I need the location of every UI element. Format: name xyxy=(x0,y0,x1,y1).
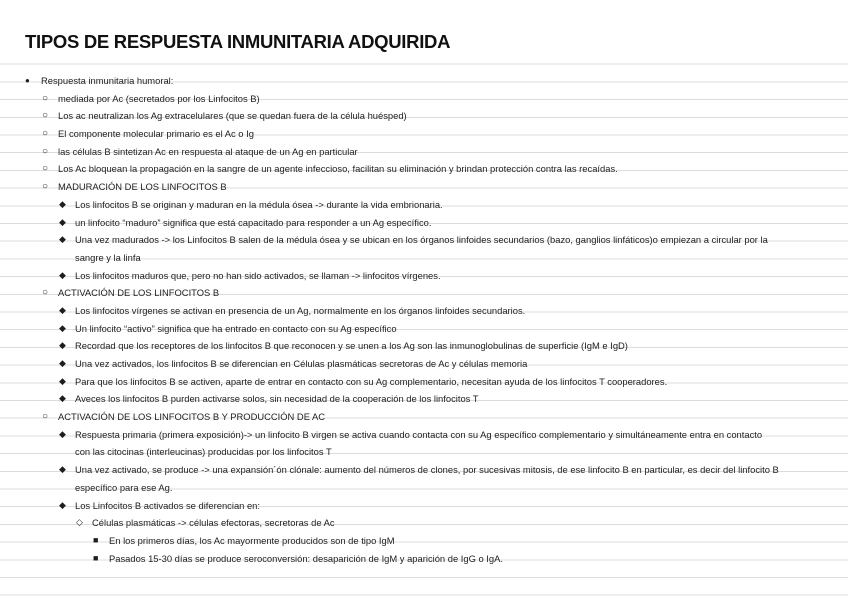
list-item xyxy=(0,497,848,515)
circle-bullet-icon: ○ xyxy=(42,92,49,104)
list-item xyxy=(0,355,848,373)
diamond-bullet-icon: ◆ xyxy=(59,234,66,245)
diamond-bullet-icon: ◆ xyxy=(59,340,66,351)
list-item xyxy=(0,107,848,125)
list-item-continuation xyxy=(0,443,848,461)
circle-bullet-icon: ○ xyxy=(42,110,49,122)
diamond-bullet-icon: ◆ xyxy=(59,269,66,280)
item-text: Para que los linfocitos B se activen, aparte de entrar en contacto con su Ag complementario, necesitan ayuda de los linfocitos T cooperadores. xyxy=(75,375,668,387)
item-text: Los linfocitos maduros que, pero no han sido activados, se llaman -> linfocitos vírgenes. xyxy=(75,269,441,281)
section-heading xyxy=(0,178,848,196)
list-item xyxy=(0,125,848,143)
item-text: Aveces los linfocitos B purden activarse solos, sin necesidad de la cooperación de los linfocitos T xyxy=(75,393,479,405)
circle-bullet-icon: ○ xyxy=(42,287,49,299)
item-text: MADURACIÓN DE LOS LINFOCITOS B xyxy=(58,181,227,193)
diamond-bullet-icon: ◆ xyxy=(59,358,66,368)
item-text: Respuesta inmunitaria humoral: xyxy=(41,75,174,86)
circle-bullet-icon: ○ xyxy=(42,181,49,193)
diamond-bullet-icon: ◆ xyxy=(59,393,66,404)
list-item xyxy=(0,302,848,320)
item-text: En los primeros días, los Ac mayormente producidos son de tipo IgM xyxy=(109,534,395,546)
list-item xyxy=(0,196,848,214)
item-text: Recordad que los receptores de los linfocitos B que reconocen y se unen a los Ag son las inmunoglobulinas de superficie (IgM e IgD) xyxy=(75,340,628,352)
item-text: ACTIVACIÓN DE LOS LINFOCITOS B Y PRODUCCIÓN DE AC xyxy=(58,411,326,423)
item-text: las células B sintetizan Ac en respuesta al ataque de un Ag en particular xyxy=(58,145,358,157)
disc-bullet-icon: ● xyxy=(25,76,30,85)
list-item xyxy=(0,514,848,532)
item-text: sangre y la linfa xyxy=(75,251,141,263)
item-text: Los linfocitos B se originan y maduran en la médula ósea -> durante la vida embrionaria. xyxy=(75,198,443,210)
page-title: TIPOS DE RESPUESTA INMUNITARIA ADQUIRIDA xyxy=(25,31,451,52)
list-item xyxy=(0,373,848,391)
item-text: con las citocinas (interleucinas) producidas por los linfocitos T xyxy=(75,446,332,458)
diamond-bullet-icon: ◆ xyxy=(59,216,66,227)
item-text: Un linfocito “activo” significa que ha entrado en contacto con su Ag específico xyxy=(75,322,397,334)
square-bullet-icon: ■ xyxy=(93,552,99,563)
item-text: Los Ac bloquean la propagación en la sangre de un agente infeccioso, facilitan su eliminación y brindan protección contra las recaídas. xyxy=(58,163,618,175)
list-item xyxy=(0,143,848,161)
diamond-bullet-icon: ◆ xyxy=(59,464,66,475)
list-item xyxy=(0,214,848,232)
list-item xyxy=(0,461,848,479)
list-item xyxy=(0,267,848,285)
item-text: Los Linfocitos B activados se diferencian en: xyxy=(75,499,261,511)
item-text: Una vez activado, se produce -> una expansión´ón clónale: aumento del números de clones, por sucesivas mitosis, de ese linfocito B en particular, es decir del linfocito B xyxy=(75,464,779,476)
diamond-bullet-icon: ◆ xyxy=(59,428,66,439)
item-text: El componente molecular primario es el Ac o Ig xyxy=(58,128,254,140)
list-item xyxy=(0,426,848,444)
section-heading xyxy=(0,284,848,302)
list-item xyxy=(0,390,848,408)
circle-bullet-icon: ○ xyxy=(42,145,49,157)
item-text: Células plasmáticas -> células efectoras, secretoras de Ac xyxy=(92,517,335,529)
diamond-bullet-icon: ◆ xyxy=(59,375,66,386)
list-item xyxy=(0,160,848,178)
diamond-bullet-icon: ◆ xyxy=(59,499,66,510)
item-text: Una vez activados, los linfocitos B se diferencian en Células plasmáticas secretoras de Ac y células memoria xyxy=(75,358,528,369)
square-bullet-icon: ■ xyxy=(93,534,99,545)
item-text: un linfocito “maduro” significa que está capacitado para responder a un Ag específico. xyxy=(75,216,432,228)
list-item xyxy=(0,550,848,568)
item-text: Los linfocitos vírgenes se activan en presencia de un Ag, normalmente en los órganos linfoides secundarios. xyxy=(75,304,526,316)
diamond-outline-bullet-icon: ◇ xyxy=(76,517,83,528)
circle-bullet-icon: ○ xyxy=(42,128,49,140)
list-item xyxy=(0,320,848,338)
section-heading xyxy=(0,408,848,426)
list-item-continuation xyxy=(0,479,848,497)
item-text: específico para ese Ag. xyxy=(75,481,173,493)
item-text: Pasados 15-30 días se produce seroconversión: desaparición de IgM y aparición de IgG o IgA. xyxy=(109,552,503,564)
list-item xyxy=(0,532,848,550)
notes-body xyxy=(0,72,848,567)
circle-bullet-icon: ○ xyxy=(42,411,49,423)
item-text: Una vez madurados -> los Linfocitos B salen de la médula ósea y se ubican en los órganos linfoides secundarios (bazo, ganglios linfáticos)o empiezan a circular por la xyxy=(75,234,768,246)
item-text: Los ac neutralizan los Ag extracelulares (que se quedan fuera de la célula huésped) xyxy=(58,110,407,122)
diamond-bullet-icon: ◆ xyxy=(59,322,66,333)
diamond-bullet-icon: ◆ xyxy=(59,304,66,315)
circle-bullet-icon: ○ xyxy=(42,163,49,175)
list-item-continuation xyxy=(0,249,848,267)
item-text: Respuesta primaria (primera exposición)-> un linfocito B virgen se activa cuando contacta con su Ag específico complementario y simultáneamente entra en contacto xyxy=(75,428,763,440)
list-item xyxy=(0,231,848,249)
diamond-bullet-icon: ◆ xyxy=(59,198,66,209)
item-text: ACTIVACIÓN DE LOS LINFOCITOS B xyxy=(58,287,220,299)
list-item xyxy=(0,337,848,355)
item-text: mediada por Ac (secretados por los Linfocitos B) xyxy=(58,92,260,104)
list-item xyxy=(0,72,848,90)
list-item xyxy=(0,90,848,108)
